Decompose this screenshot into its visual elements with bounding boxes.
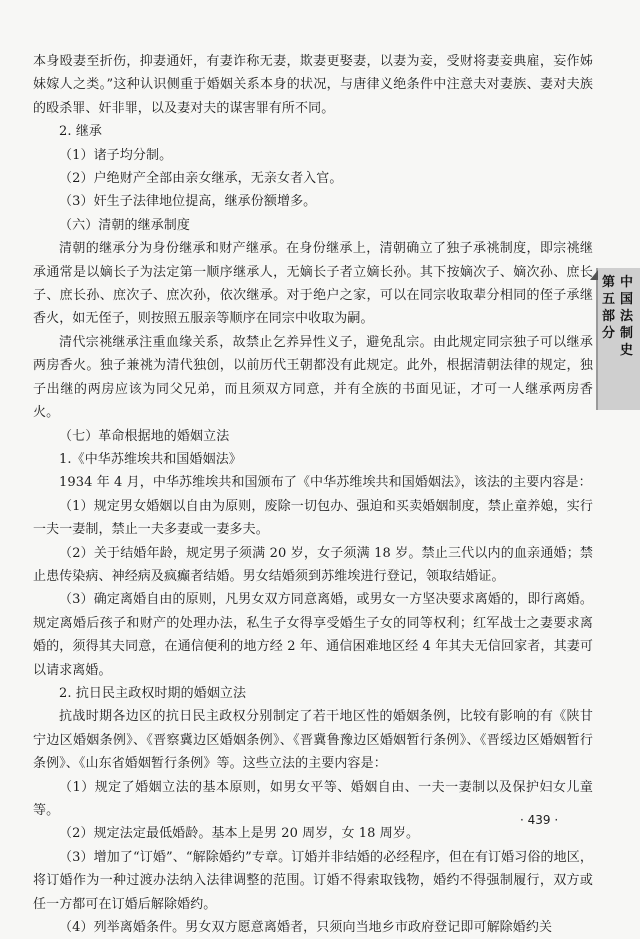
tab-arrow-icon [590,270,598,280]
paragraph: 本身殴妻至折伤，抑妻通奸，有妻诈称无妻，欺妻更娶妻，以妻为妾，受财将妻妾典雇，妄作姊妹嫁人之类。”这种认识侧重于婚姻关系本身的状况，与唐律义绝条件中注意夫对妻族、妻对夫族的殴杀罪、奸非罪，以及妻对夫的谋害罪有所不同。 [33,54,593,116]
list-item: （1）诸子均分制。 [59,147,173,163]
paragraph: 1934 年 4 月，中华苏维埃共和国颁布了《中华苏维埃共和国婚姻法》，该法的主要内容是： [59,475,592,491]
subsection-heading-anti-japanese-marriage: 2. 抗日民主政权时期的婚姻立法 [59,685,247,701]
page-body [33,50,593,939]
chapter-title: 中国法制史 [620,275,634,358]
subsection-heading-soviet-marriage-law: 1.《中华苏维埃共和国婚姻法》 [59,451,242,467]
list-item: （2）关于结婚年龄，规定男子须满 20 岁，女子须满 18 岁。禁止三代以内的血亲通婚；禁止患传染病、神经病及疯癫者结婚。男女结婚须到苏维埃进行登记，领取结婚证。 [33,545,593,584]
section-heading-inheritance: 2. 继承 [59,124,103,140]
chapter-side-tab [596,268,640,410]
page-number: · 439 · [520,813,559,827]
section-heading-revolutionary-marriage: （七）革命根据地的婚姻立法 [59,428,230,444]
list-item: （1）规定了婚姻立法的基本原则，如男女平等、婚姻自由、一夫一妻制以及保护妇女儿童等。 [33,779,593,818]
paragraph: 清朝的继承分为身份继承和财产继承。在身份继承上，清朝确立了独子承祧制度，即宗祧继承通常是以嫡长子为法定第一顺序继承人，无嫡长子者立嫡长孙。其下按嫡次子、嫡次孙、庶长子、庶长孙、庶次子、庶次孙，依次继承。对于绝户之家，可以在同宗收取辈分相同的侄子承继香火，如无侄子，则按照五服亲等顺序在同宗中收取为嗣。 [33,241,593,327]
list-item: （2）规定法定最低婚龄。基本上是男 20 周岁，女 18 周岁。 [59,826,420,842]
list-item: （3）奸生子法律地位提高，继承份额增多。 [59,194,317,210]
paragraph: 抗战时期各边区的抗日民主政权分别制定了若干地区性的婚姻条例，比较有影响的有《陕甘宁边区婚姻条例》、《晋察冀边区婚姻条例》、《晋冀鲁豫边区婚姻暂行条例》、《晋绥边区婚姻暂行条例》、《山东省婚姻暂行条例》等。这些立法的主要内容是： [33,709,593,772]
list-item: （1）规定男女婚姻以自由为原则，废除一切包办、强迫和买卖婚姻制度，禁止童养媳，实行一夫一妻制，禁止一夫多妻或一妻多夫。 [33,498,593,538]
list-item: （3）确定离婚自由的原则，凡男女双方同意离婚，或男女一方坚决要求离婚的，即行离婚。规定离婚后孩子和财产的处理办法，私生子女得享受婚生子女的同等权利；红军战士之妻要求离婚的，须得其夫同意，在通信便利的地方经 2 年、通信困难地区经 4 年其夫无信回家者，其妻可以请求离婚。 [33,592,593,678]
paragraph: 清代宗祧继承注重血缘关系，故禁止乞养异性义子，避免乱宗。由此规定同宗独子可以继承两房香火。独子兼祧为清代独创，以前历代王朝都没有此规定。此外，根据清朝法律的规定，独子出继的两房应该为同父兄弟，而且须双方同意，并有全族的书面见证，才可一人继承两房香火。 [33,334,593,421]
section-heading-qing-inheritance: （六）清朝的继承制度 [59,217,191,233]
part-label: 第五部分 [602,275,616,341]
list-item: （2）户绝财产全部由亲女继承，无亲女者入官。 [59,171,343,187]
list-item: （3）增加了“订婚”、“解除婚约”专章。订婚并非结婚的必经程序，但在有订婚习俗的地区，将订婚作为一种过渡办法纳入法律调整的范围。订婚不得索取钱物，婚约不得强制履行，双方或任一方都可在订婚后解除婚约。 [33,849,593,912]
list-item: （4）列举离婚条件。男女双方愿意离婚者，只须向当地乡市政府登记即可解除婚约关 [59,920,553,936]
